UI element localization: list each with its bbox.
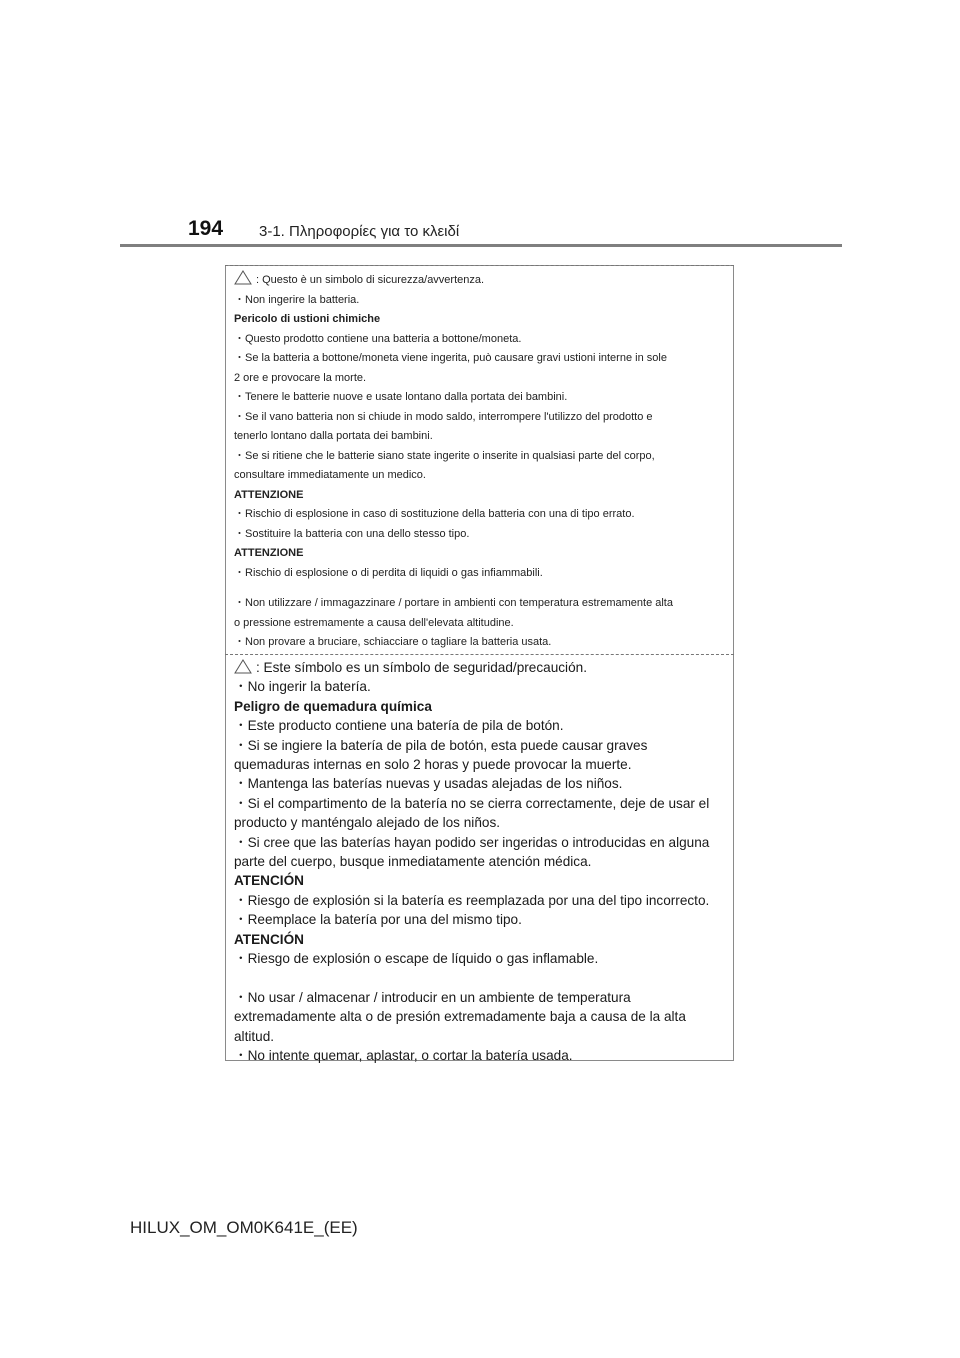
spanish-line: altitud. <box>234 1028 275 1044</box>
spanish-line: ・Este producto contiene una batería de pila de botón. <box>234 718 564 734</box>
italian-line: ・Se si ritiene che le batterie siano state ingerite o inserite in qualsiasi parte del corpo, <box>234 449 655 462</box>
italian-heading: ATTENZIONE <box>234 547 304 559</box>
spanish-line: ・Si se ingiere la batería de pila de botón, esta puede causar graves <box>234 737 648 753</box>
page-number: 194 <box>188 217 224 240</box>
spanish-line: ・Riesgo de explosión o escape de líquido o gas inflamable. <box>234 951 599 967</box>
italian-line: ・Rischio di esplosione o di perdita di liquidi o gas infiammabili. <box>234 566 543 579</box>
italian-line: ・Se il vano batteria non si chiude in modo saldo, interrompere l'utilizzo del prodotto e <box>234 410 653 423</box>
italian-line: consultare immediatamente un medico. <box>234 469 426 481</box>
italian-line: tenerlo lontano dalla portata dei bambini. <box>234 430 433 442</box>
spanish-symbol-line <box>234 658 729 677</box>
italian-heading: Pericolo di ustioni chimiche <box>234 313 381 325</box>
spanish-line: ・Reemplace la batería por una del mismo tipo. <box>234 912 522 928</box>
section-title: 3-1. Πληροφορίες για το κλειδί <box>259 223 460 240</box>
italian-line: ・Tenere le batterie nuove e usate lontano dalla portata dei bambini. <box>234 391 568 403</box>
italian-line: 2 ore e provocare la morte. <box>234 371 367 384</box>
italian-line: ・Non provare a bruciare, schiacciare o tagliare la batteria usata. <box>234 636 552 648</box>
italian-heading: ATTENZIONE <box>234 488 304 501</box>
spanish-line: ・No usar / almacenar / introducir en un ambiente de temperatura <box>234 989 631 1005</box>
spanish-line: ・Mantenga las baterías nuevas y usadas alejadas de los niños. <box>234 776 623 792</box>
italian-line: ・Questo prodotto contiene una batteria a bottone/moneta. <box>234 332 522 345</box>
italian-line: o pressione estremamente a causa dell'elevata altitudine. <box>234 616 514 629</box>
italian-line: ・Non utilizzare / immagazzinare / portare in ambienti con temperatura estremamente alta <box>234 597 673 609</box>
spanish-line: ・Si cree que las baterías hayan podido ser ingeridas o introducidas en alguna <box>234 834 710 850</box>
spanish-heading: ATENCIÓN <box>234 931 304 947</box>
spanish-warning-section <box>234 658 729 1066</box>
spanish-line: quemaduras internas en solo 2 horas y puede provocar la muerte. <box>234 757 632 773</box>
italian-symbol-line <box>234 270 729 291</box>
battery-warning-box <box>225 265 734 1064</box>
spanish-line: parte del cuerpo, busque inmediatamente atención médica. <box>234 854 592 870</box>
warning-triangle-icon <box>234 270 252 285</box>
spanish-line: ・Riesgo de explosión si la batería es reemplazada por una del tipo incorrecto. <box>234 892 710 908</box>
spanish-line: ・Si el compartimento de la batería no se cierra correctamente, deje de usar el <box>234 795 710 811</box>
spanish-heading: ATENCIÓN <box>234 873 304 889</box>
spanish-line: producto y manténgalo alejado de los niños. <box>234 815 501 831</box>
italian-line: ・Sostituire la batteria con una dello stesso tipo. <box>234 527 470 540</box>
document-code: HILUX_OM_OM0K641E_(EE) <box>130 1218 358 1237</box>
spanish-line: extremadamente alta o de presión extremadamente baja a causa de la alta <box>234 1009 686 1025</box>
section-divider <box>225 654 734 655</box>
italian-warning-section <box>234 270 729 653</box>
spanish-symbol-note: : Este símbolo es un símbolo de seguridad/precaución. <box>256 660 587 675</box>
header-rule <box>120 244 842 247</box>
spanish-line: ・No ingerir la batería. <box>234 679 371 695</box>
spanish-heading: Peligro de quemadura química <box>234 698 432 714</box>
italian-symbol-note: : Questo è un simbolo di sicurezza/avvertenza. <box>256 274 485 286</box>
italian-line: ・Rischio di esplosione in caso di sostituzione della batteria con una di tipo errato. <box>234 508 635 520</box>
italian-line: ・Se la batteria a bottone/moneta viene ingerita, può causare gravi ustioni interne in sole <box>234 352 667 364</box>
warning-triangle-icon <box>234 659 252 674</box>
spanish-line: ・No intente quemar, aplastar, o cortar la batería usada. <box>234 1048 573 1064</box>
italian-line: ・Non ingerire la batteria. <box>234 293 360 306</box>
